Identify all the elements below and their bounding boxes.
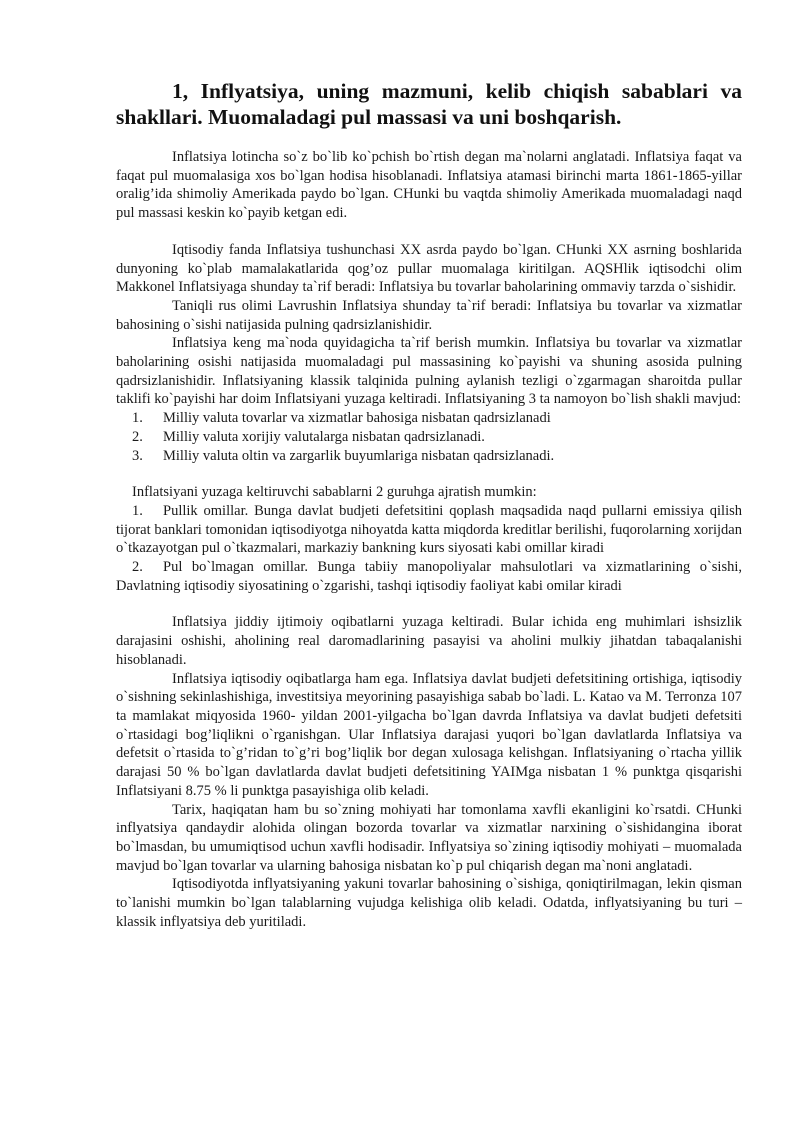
list-item-number: 2. xyxy=(132,428,143,445)
list-item-number: 1. xyxy=(132,502,143,519)
paragraph-economic-consequences: Inflatsiya iqtisodiy oqibatlarga ham ega. Inflatsiya davlat budjeti defetsitining ortishiga, iqtisodiy o`sishning sekinlashishiga, investitsiya meyorining pasayishiga sabab bo`ladi. L. Katao va M. Terronza 107 ta mamlakat miqyosida 1960- yildan 2001-yilgacha bo`lgan davrda Inflatsiya va davlat budjeti defetsiti o`rtasidagi bog’liqlikni o`rganishgan. Ular Inflatsiya darajasi yuqori bo`lgan davlatlarda Inflatsiya va defetsit o`rtasida to`g’ridan to`g’ri bog’liqlik bor degan xulosaga kelishgan. Inflatsiyaning o`rtacha yillik darajasi 50 % bo`lgan davlatlarda davlat budjeti defetsitining YAIMga nisbatan 1 % punktga qisqarishi Inflatsiyani 8.75 % li punktga pasayishiga olib keladi. xyxy=(116,670,742,799)
paragraph-classic-inflation: Iqtisodiyotda inflyatsiyaning yakuni tovarlar bahosining o`sishiga, qoniqtirilmagan, lekin qisman to`lanishi mumkin bo`lgan talablarning vujudga kelishiga olib keladi. Odatda, inflyatsiyaning bu turi – klassik inflyatsiya deb yuritiladi. xyxy=(116,876,742,930)
list-item-text: Pul bo`lmagan omillar. Bunga tabiiy manopoliyalar mahsulotlari va xizmatlarining o`sishi, Davlatning iqtisodiy siyosatining o`zgarishi, tashqi iqtisodiy faoliyat kabi omilar kiradi xyxy=(116,559,742,594)
inflation-forms-list xyxy=(116,409,742,465)
paragraph-social-consequences: Inflatsiya jiddiy ijtimoiy oqibatlarni yuzaga keltiradi. Bular ichida eng muhimlari ishsizlik darajasini oshishi, aholining real daromadlarining pasayisi va aholini mulkiy jihatdan tabaqalanishi hisoblanadi. xyxy=(116,614,742,668)
paragraph-inflation-concept: Iqtisodiy fanda Inflatsiya tushunchasi XX asrda paydo bo`lgan. CHunki XX asrning boshlarida dunyoning ko`plab mamalakatlarida qog’oz pullar muomalaga kiritilgan. AQSHlik iqtisodchi olim Makkonel Inflatsiyaga shunday ta`rif beradi: Inflatsiya bu tovarlar baholarining ommaviy tarzda o`sishidir. xyxy=(116,241,742,296)
list-item-number: 3. xyxy=(132,447,143,464)
paragraph-history: Tarix, haqiqatan ham bu so`zning mohiyati har tomonlama xavfli ekanligini ko`rsatdi. CHunki inflyatsiya qandaydir alohida olingan bozorda tovarlar va xizmatlar narxining o`sishidangina iborat bo`lmasdan, bu umumiqtisod uchun xavfli hodisadir. Inflyatsiya so`zining iqtisodiy mohiyati – muomalada mavjud bo`lgan tovarlar va ularning bahosiga nisbatan ko`p pul chiqarish degan ma`noni anglatadi. xyxy=(116,801,742,874)
list-item-text: Milliy valuta xorijiy valutalarga nisbatan qadrsizlanadi. xyxy=(163,428,485,445)
list-item xyxy=(116,428,742,447)
list-item-text: Milliy valuta tovarlar va xizmatlar bahosiga nisbatan qadrsizlanadi xyxy=(163,410,551,427)
inflation-causes-list xyxy=(116,502,742,596)
document-page xyxy=(116,78,742,931)
list-item xyxy=(116,558,742,595)
list-item xyxy=(116,447,742,466)
list-item xyxy=(116,409,742,428)
paragraph-causes-intro: Inflatsiyani yuzaga keltiruvchi sabablarni 2 guruhga ajratish mumkin: xyxy=(132,484,537,501)
paragraph-inflation-etymology: Inflatsiya lotincha so`z bo`lib ko`pchish bo`rtish degan ma`nolarni anglatadi. Inflatsiya faqat va faqat pul muomalasiga xos bo`lgan hodisa hisoblanadi. Inflatsiya atamasi birinchi marta 1861-1865-yillar oralig’ida shimoliy Amerikada paydo bo`lgan. CHunki bu vaqtda shimoliy Amerikada muomaladagi naqd pul massasi keskin ko`payib ketgan edi. xyxy=(116,149,742,222)
paragraph-broad-definition: Inflatsiya keng ma`noda quyidagicha ta`rif berish mumkin. Inflatsiya bu tovarlar va xizmatlar baholarining osishi natijasida muomaladagi pul massasining ko`payishi va shuning asosida pulning qadrsizlanishidir. Inflatsiyaning klassik talqinida pulning aylanish tezligi o`zgarmagan sharoitda pullar taklifi ko`payishi har doim Inflatsiyani yuzaga keltiradi. Inflatsiyaning 3 ta namoyon bo`lish shakli mavjud: xyxy=(116,335,742,408)
list-item-text: Pullik omillar. Bunga davlat budjeti defetsitini qoplash maqsadida naqd pullarni emissiya qilish tijorat banklari tomonidan iqtisodiyotga nihoyatda katta miqdorda kreditlar berilishi, fuqorolarning xorijdan o`tkazayotgan pul o`tkazmalari, markaziy bankning kurs siyosati kabi omillar kiradi xyxy=(116,502,742,557)
document-title: 1, Inflyatsiya, uning mazmuni, kelib chiqish sabablari va shakllari. Muomaladagi pul massasi va uni boshqarish. xyxy=(116,79,742,129)
list-item xyxy=(116,502,742,558)
list-item-number: 2. xyxy=(132,559,143,576)
list-item-number: 1. xyxy=(132,410,143,427)
paragraph-lavrushin-definition: Taniqli rus olimi Lavrushin Inflatsiya shunday ta`rif beradi: Inflatsiya bu tovarlar va xizmatlar bahosining o`sishi natijasida pulning qadrsizlanishidir. xyxy=(116,297,742,333)
list-item-text: Milliy valuta oltin va zargarlik buyumlariga nisbatan qadrsizlanadi. xyxy=(163,447,555,464)
